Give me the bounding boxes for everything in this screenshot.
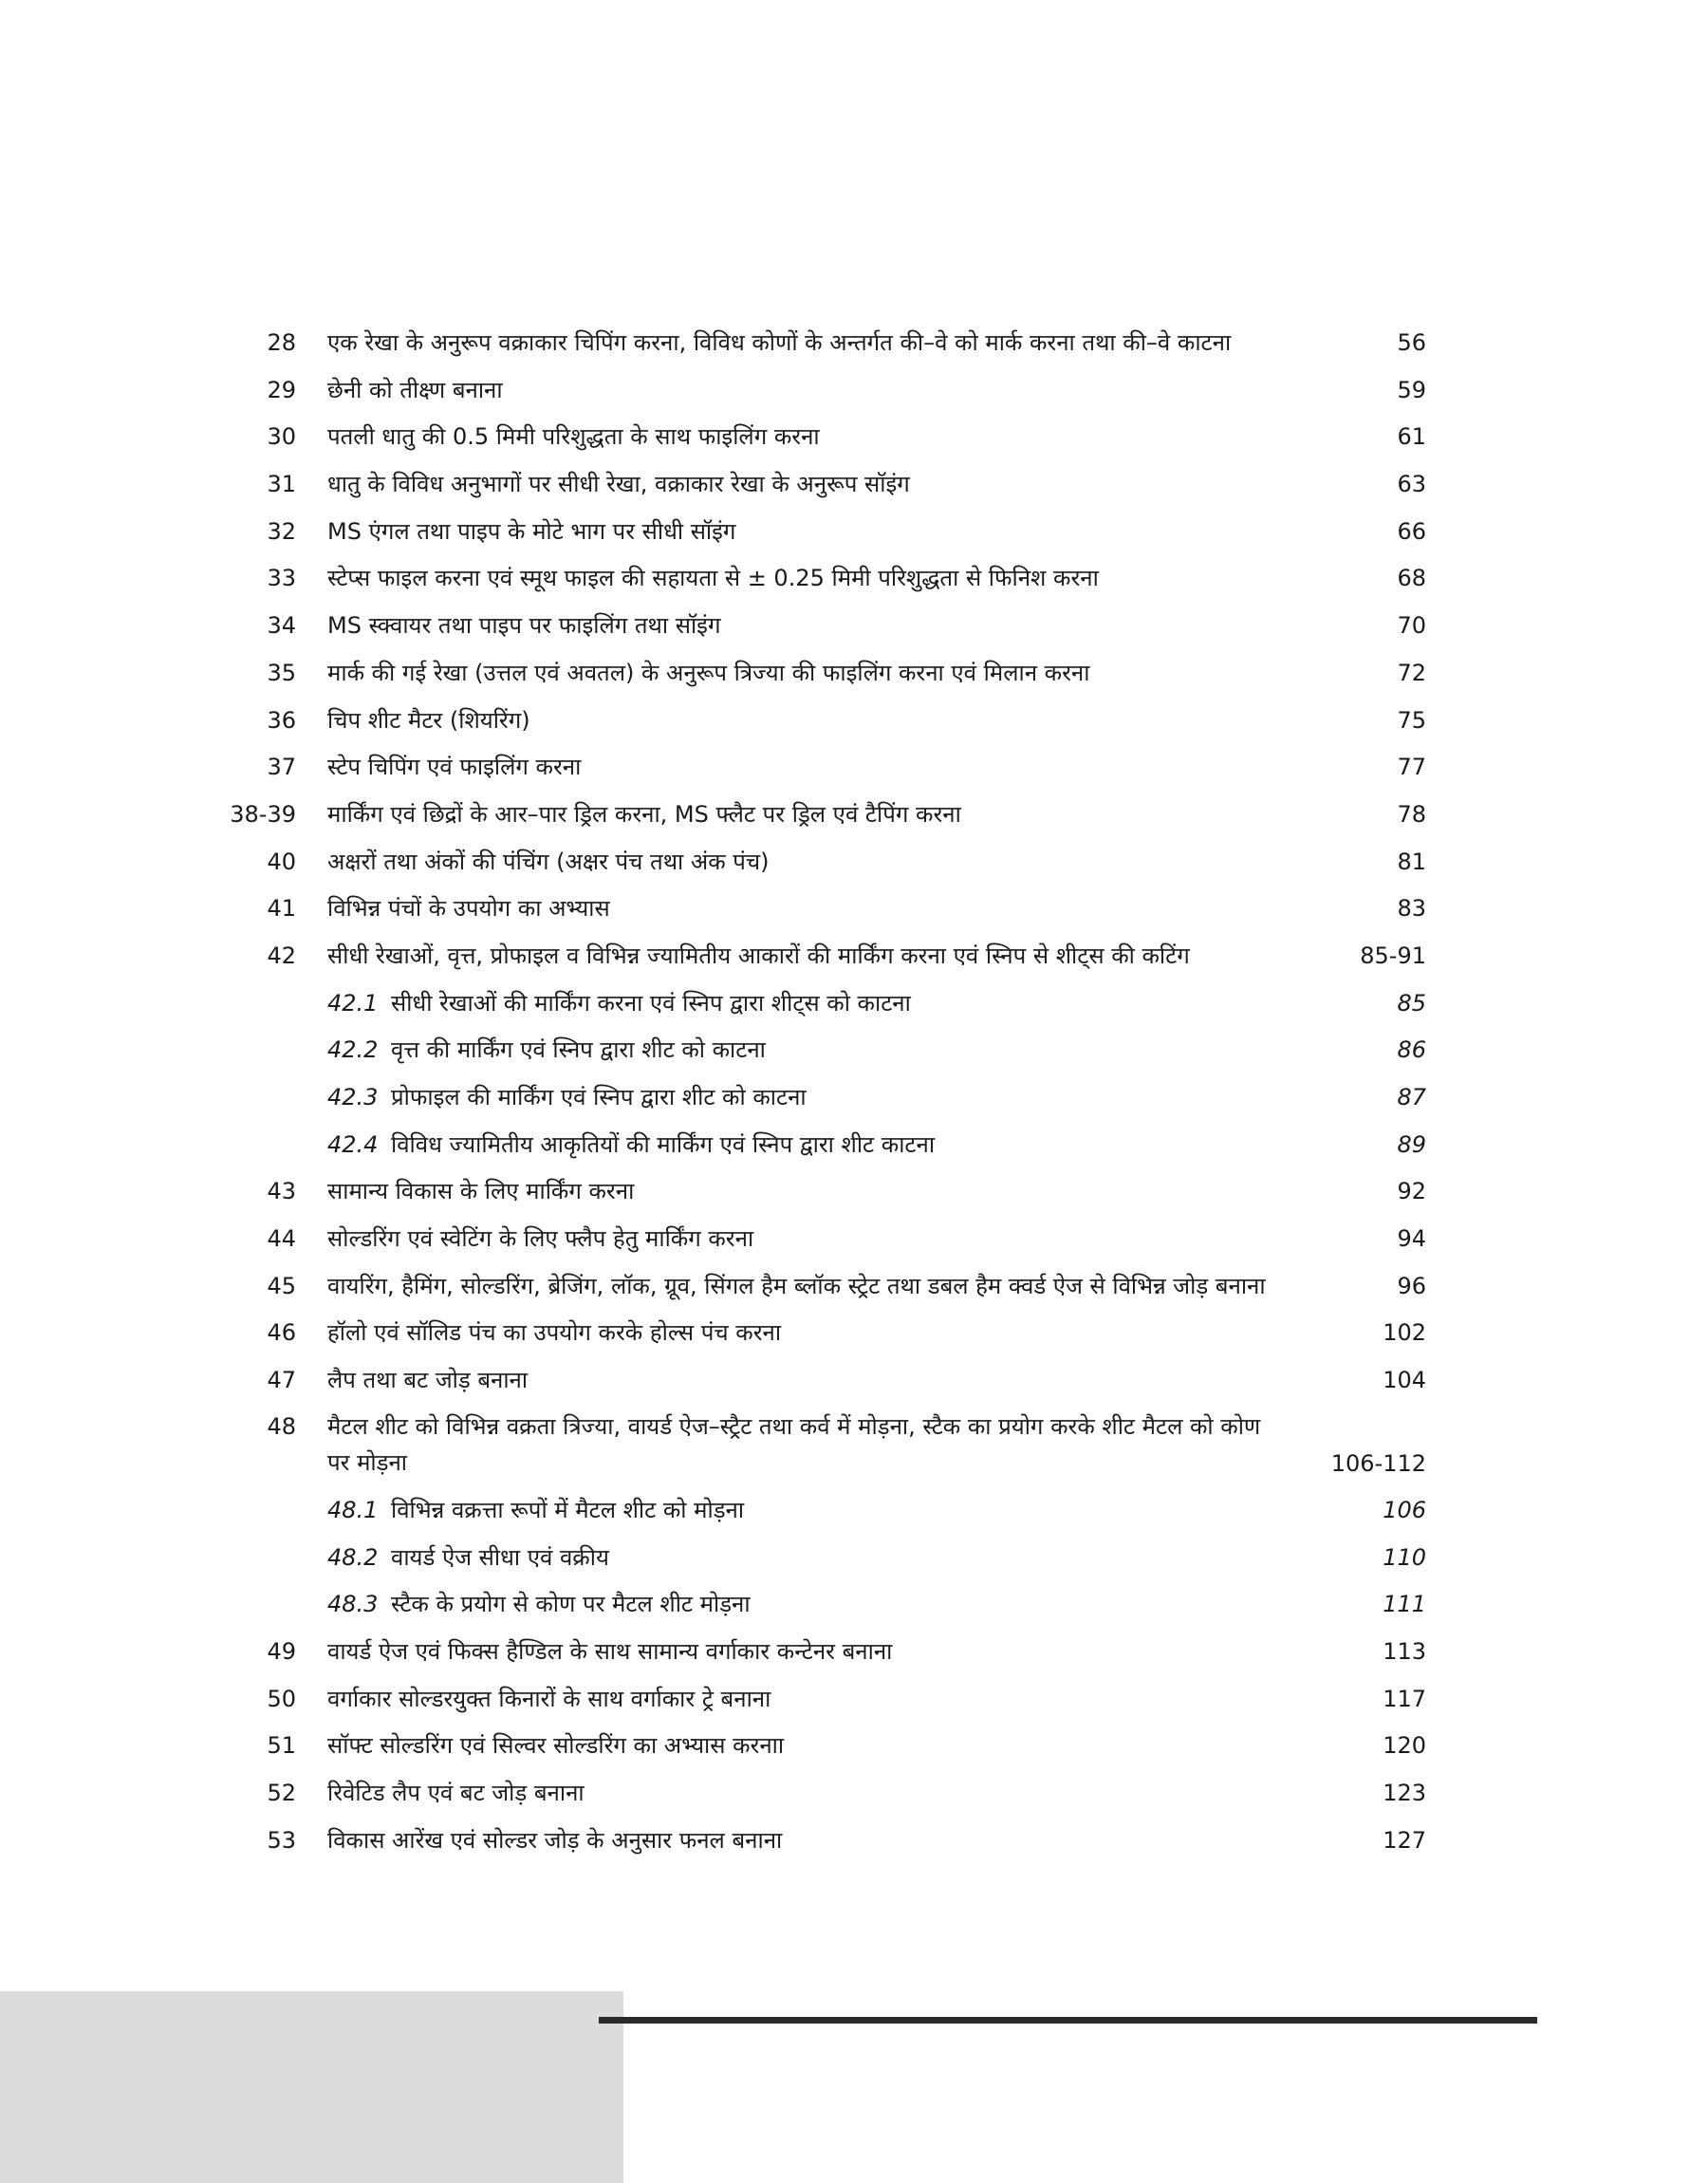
toc-entry-number: 51 xyxy=(267,1732,296,1760)
toc-entry-number: 43 xyxy=(267,1178,296,1205)
toc-page-number: 87 xyxy=(1397,1084,1426,1110)
toc-entry xyxy=(0,414,1708,461)
toc-entry-number: 33 xyxy=(267,565,296,592)
toc-page-number: 127 xyxy=(1383,1826,1426,1854)
toc-entry-title: MS एंगल तथा पाइप के मोटे भाग पर सीधी सॉइंग xyxy=(327,517,736,545)
toc-entry xyxy=(0,320,1708,367)
toc-page-number: 85 xyxy=(1397,989,1426,1017)
toc-entry-title: अक्षरों तथा अंकों की पंचिंग (अक्षर पंच तथा अंक पंच) xyxy=(327,848,770,875)
toc-entry-title: वृत्त की मार्किंग एवं स्निप द्वारा शीट को काटना xyxy=(391,1036,766,1064)
toc-entry-number: 31 xyxy=(267,471,296,498)
toc-entry-number: 45 xyxy=(267,1272,296,1299)
toc-entry-number: 34 xyxy=(267,612,296,640)
toc-entry-title: चिप शीट मैटर (शियरिंग) xyxy=(327,706,530,734)
toc-entry-number: 29 xyxy=(267,376,296,403)
toc-entry-number: 37 xyxy=(267,754,296,781)
toc-entry-number: 42 xyxy=(267,942,296,969)
toc-entry-title: हॉलो एवं सॉलिड पंच का उपयोग करके होल्स पंच करना xyxy=(327,1319,782,1347)
toc-entry-title: वर्गाकार सोल्डरयुक्त किनारों के साथ वर्गाकार ट्रे बनाना xyxy=(327,1685,771,1712)
toc-entry-number: 28 xyxy=(267,329,296,356)
toc-entry xyxy=(0,461,1708,509)
footer-gray-block xyxy=(0,1991,623,2183)
toc-entry xyxy=(0,792,1708,839)
toc-entry xyxy=(0,1168,1708,1216)
toc-page-number: 111 xyxy=(1383,1591,1426,1618)
toc-entry-number: 48 xyxy=(267,1412,296,1440)
toc-page-number: 123 xyxy=(1383,1779,1426,1806)
toc-page-number: 117 xyxy=(1383,1685,1426,1712)
toc-entry-number: 36 xyxy=(267,706,296,734)
toc-subentry-number: 42.1 xyxy=(327,989,379,1017)
toc-entry-number: 40 xyxy=(267,848,296,875)
toc-entry-title: विभिन्न वक्रत्ता रूपों में मैटल शीट को मोड़ना xyxy=(391,1496,745,1523)
toc-entry-title: सामान्य विकास के लिए मार्किंग करना xyxy=(327,1178,635,1205)
toc-subentry-number: 42.3 xyxy=(327,1084,379,1110)
toc-entry-title: छेनी को तीक्ष्ण बनाना xyxy=(327,376,503,403)
toc-page-number: 96 xyxy=(1397,1272,1426,1299)
toc-page-number: 75 xyxy=(1397,706,1426,734)
toc-entry-title: लैप तथा बट जोड़ बनाना xyxy=(327,1367,529,1394)
toc-subentry xyxy=(0,1581,1708,1629)
toc-entry xyxy=(0,367,1708,415)
toc-entry-number: 49 xyxy=(267,1637,296,1665)
toc-page-number: 110 xyxy=(1383,1543,1426,1571)
toc-entry xyxy=(0,1216,1708,1263)
toc-entry-title: MS स्क्वायर तथा पाइप पर फाइलिंग तथा सॉइंग xyxy=(327,612,721,640)
toc-entry-number: 38-39 xyxy=(230,800,296,828)
toc-entry-number: 44 xyxy=(267,1225,296,1253)
toc-entry xyxy=(0,1405,1708,1487)
toc-entry-title: स्टेप चिपिंग एवं फाइलिंग करना xyxy=(327,754,582,781)
toc-entry-title: प्रोफाइल की मार्किंग एवं स्निप द्वारा शीट को काटना xyxy=(391,1084,807,1110)
toc-entry-title: सीधी रेखाओं, वृत्त, प्रोफाइल व विभिन्न ज्यामितीय आकारों की मार्किंग करना एवं स्निप से शीट्स की कटिंग xyxy=(327,942,1190,969)
toc-page-number: 81 xyxy=(1397,848,1426,875)
toc-page-number: 113 xyxy=(1383,1637,1426,1665)
toc-subentry xyxy=(0,980,1708,1028)
toc-page-number: 102 xyxy=(1383,1319,1426,1347)
toc-page-number: 66 xyxy=(1397,517,1426,545)
table-of-contents xyxy=(0,320,1708,1864)
toc-entry xyxy=(0,744,1708,792)
toc-entry-number: 30 xyxy=(267,423,296,451)
toc-page-number: 85-91 xyxy=(1360,942,1426,969)
toc-page-number: 104 xyxy=(1383,1367,1426,1394)
toc-subentry-number: 42.4 xyxy=(327,1130,379,1158)
toc-entry xyxy=(0,1770,1708,1818)
toc-entry xyxy=(0,555,1708,603)
toc-entry xyxy=(0,1310,1708,1357)
toc-page-number: 106-112 xyxy=(1330,1449,1426,1477)
toc-entry xyxy=(0,933,1708,980)
toc-entry-title: विभिन्न पंचों के उपयोग का अभ्यास xyxy=(327,895,610,923)
toc-page-number: 78 xyxy=(1397,800,1426,828)
toc-subentry-number: 48.3 xyxy=(327,1591,379,1618)
toc-entry xyxy=(0,1818,1708,1865)
toc-entry xyxy=(0,650,1708,698)
toc-page-number: 106 xyxy=(1383,1496,1426,1523)
toc-entry-title: वायर्ड ऐज सीधा एवं वक्रीय xyxy=(391,1543,609,1571)
toc-subentry-number: 48.1 xyxy=(327,1496,379,1523)
toc-entry-title: मार्किंग एवं छिद्रों के आर–पार ड्रिल करना, MS फ्लैट पर ड्रिल एवं टैपिंग करना xyxy=(327,800,961,828)
toc-subentry xyxy=(0,1122,1708,1169)
toc-entry-title: सोल्डरिंग एवं स्वेटिंग के लिए फ्लैप हेतु मार्किंग करना xyxy=(327,1225,754,1253)
toc-page-number: 68 xyxy=(1397,565,1426,592)
toc-entry xyxy=(0,1263,1708,1311)
toc-entry-number: 50 xyxy=(267,1685,296,1712)
toc-page-number: 56 xyxy=(1397,329,1426,356)
toc-entry-title: रिवेटिड लैप एवं बट जोड़ बनाना xyxy=(327,1779,585,1806)
toc-entry-title: वायर्ड ऐज एवं फिक्स हैण्डिल के साथ सामान्य वर्गाकार कन्टेनर बनाना xyxy=(327,1637,893,1665)
toc-entry-number: 32 xyxy=(267,517,296,545)
toc-entry-title: विकास आरेंख एवं सोल्डर जोड़ के अनुसार फनल बनाना xyxy=(327,1826,783,1854)
toc-entry-title: पतली धातु की 0.5 मिमी परिशुद्धता के साथ फाइलिंग करना xyxy=(327,423,820,451)
toc-subentry xyxy=(0,1074,1708,1122)
footer-rule xyxy=(599,2017,1537,2024)
toc-subentry-number: 48.2 xyxy=(327,1543,379,1571)
toc-entry xyxy=(0,1629,1708,1676)
toc-entry-number: 52 xyxy=(267,1779,296,1806)
toc-subentry xyxy=(0,1027,1708,1074)
toc-page-number: 86 xyxy=(1397,1036,1426,1064)
toc-entry-title: एक रेखा के अनुरूप वक्राकार चिपिंग करना, विविध कोणों के अन्तर्गत की–वे को मार्क करना तथा की–वे काटना xyxy=(327,329,1232,356)
toc-entry xyxy=(0,839,1708,886)
toc-page-number: 61 xyxy=(1397,423,1426,451)
toc-page-number: 72 xyxy=(1397,659,1426,686)
toc-entry-number: 35 xyxy=(267,659,296,686)
toc-page-number: 59 xyxy=(1397,376,1426,403)
toc-entry xyxy=(0,509,1708,556)
toc-entry-title: मैटल शीट को विभिन्न वक्रता त्रिज्या, वायर्ड ऐज–स्ट्रैट तथा कर्व में मोड़ना, स्टैक का प्रयोग करके शीट मैटल को कोण पर मोड़ना xyxy=(327,1412,1261,1476)
toc-page-number: 92 xyxy=(1397,1178,1426,1205)
toc-entry-number: 47 xyxy=(267,1367,296,1394)
toc-subentry-number: 42.2 xyxy=(327,1036,379,1064)
toc-entry-title: धातु के विविध अनुभागों पर सीधी रेखा, वक्राकार रेखा के अनुरूप सॉइंग xyxy=(327,471,910,498)
toc-entry-title: वायरिंग, हैमिंग, सोल्डरिंग, ब्रेजिंग, लॉक, ग्रूव, सिंगल हैम ब्लॉक स्ट्रेट तथा डबल हैम क्वर्ड ऐज से विभिन्न जोड़ बनाना xyxy=(327,1272,1266,1299)
toc-entry xyxy=(0,886,1708,933)
toc-entry-number: 53 xyxy=(267,1826,296,1854)
toc-entry-title: सीधी रेखाओं की मार्किंग करना एवं स्निप द्वारा शीट्स को काटना xyxy=(391,989,911,1017)
toc-page-number: 70 xyxy=(1397,612,1426,640)
toc-subentry xyxy=(0,1535,1708,1582)
toc-entry-title: सॉफ्ट सोल्डरिंग एवं सिल्वर सोल्डरिंग का अभ्यास करनाा xyxy=(327,1732,785,1760)
toc-page-number: 89 xyxy=(1397,1130,1426,1158)
toc-entry xyxy=(0,1357,1708,1405)
toc-page-number: 83 xyxy=(1397,895,1426,923)
toc-entry xyxy=(0,1676,1708,1724)
toc-entry-title: स्टेप्स फाइल करना एवं स्मूथ फाइल की सहायता से ± 0.25 मिमी परिशुद्धता से फिनिश करना xyxy=(327,565,1099,592)
toc-page-number: 120 xyxy=(1383,1732,1426,1760)
toc-entry xyxy=(0,603,1708,650)
toc-page-number: 63 xyxy=(1397,471,1426,498)
toc-entry-title: विविध ज्यामितीय आकृतियों की मार्किंग एवं स्निप द्वारा शीट काटना xyxy=(391,1130,936,1158)
toc-page-number: 77 xyxy=(1397,754,1426,781)
toc-entry-title: स्टैक के प्रयोग से कोण पर मैटल शीट मोड़ना xyxy=(391,1591,751,1618)
toc-entry xyxy=(0,1723,1708,1770)
toc-entry-title: मार्क की गई रेखा (उत्तल एवं अवतल) के अनुरूप त्रिज्या की फाइलिंग करना एवं मिलान करना xyxy=(327,659,1090,686)
toc-entry-number: 41 xyxy=(267,895,296,923)
toc-entry-number: 46 xyxy=(267,1319,296,1347)
toc-entry xyxy=(0,698,1708,745)
toc-page-number: 94 xyxy=(1397,1225,1426,1253)
toc-subentry xyxy=(0,1487,1708,1535)
